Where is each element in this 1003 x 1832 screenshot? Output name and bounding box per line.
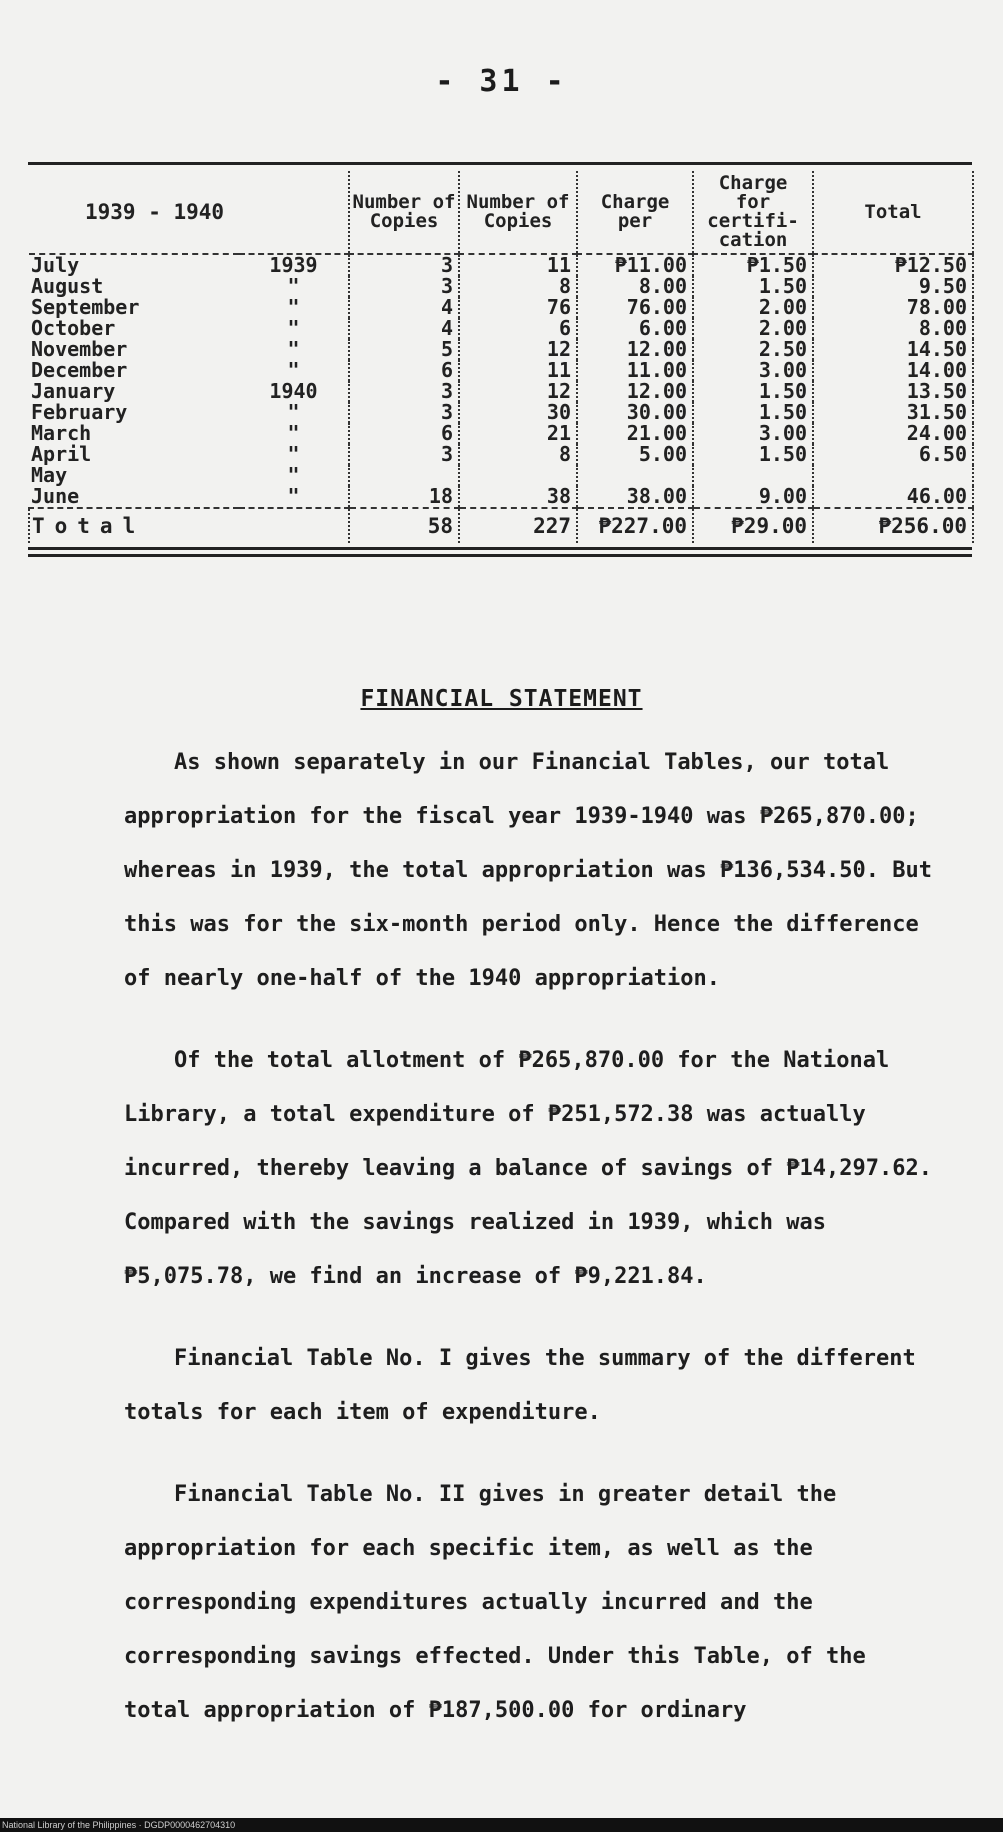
cell-month: December [31,358,128,382]
cell-charge: 11.00 [577,360,693,381]
cell-copies-a: 3 [349,254,459,276]
cell-total: 13.50 [813,381,973,402]
footer-credit: National Library of the Philippines · DGDP0000462704310 [0,1818,1003,1832]
cell-copies-a: 3 [349,444,459,465]
cell-total: 14.00 [813,360,973,381]
cell-copies-b: 21 [459,423,577,444]
header-total: Total [813,171,973,254]
cell-year: " [287,316,300,340]
cell-cert: 2.00 [693,318,813,339]
cell-year: " [287,463,300,487]
cell-year: 1940 [269,379,318,403]
table-row [29,381,973,402]
cell-copies-b: 76 [459,297,577,318]
cell-charge: 5.00 [577,444,693,465]
table-header-row [29,171,973,254]
cell-cert: 1.50 [693,276,813,297]
cell-cert: 3.00 [693,360,813,381]
table-row [29,254,973,276]
cell-month: June [31,484,80,508]
cell-year: " [287,295,300,319]
cell-charge: 12.00 [577,381,693,402]
cell-month: January [31,379,116,403]
cell-copies-b: 30 [459,402,577,423]
copies-table [28,162,972,557]
paragraph: Of the total allotment of ₱265,870.00 for the National Library, a total expenditure of ₱251,572.38 was actually incurred, thereby leaving a balance of savings of ₱14,297.62. Compared with the savings realized in 1939, which was ₱5,075.78, we find an increase of ₱9,221.84. [124,1048,932,1289]
cell-year: " [287,484,300,508]
cell-copies-a: 4 [349,297,459,318]
total-label: Total [29,508,349,543]
table-total-row [29,508,973,543]
cell-month: October [31,316,116,340]
paragraph: As shown separately in our Financial Tables, our total appropriation for the fiscal year 1939-1940 was ₱265,870.00; whereas in 1939, the total appropriation was ₱136,534.50. But this was for the six-month period only. Hence the difference of nearly one-half of the 1940 appropriation. [124,750,932,991]
cell-copies-b: 12 [459,381,577,402]
cell-cert [693,465,813,486]
table-row [29,276,973,297]
cell-copies-a: 18 [349,486,459,508]
cell-cert: 1.50 [693,381,813,402]
cell-charge: 30.00 [577,402,693,423]
cell-year: " [287,421,300,445]
cell-cert: 3.00 [693,423,813,444]
cell-copies-b: 6 [459,318,577,339]
cell-charge: 21.00 [577,423,693,444]
table-top-rule [28,162,972,165]
cell-copies-a: 6 [349,360,459,381]
cell-total [813,465,973,486]
page-number: - 31 - [435,64,568,99]
section-heading: FINANCIAL STATEMENT [360,686,643,712]
cell-total: 31.50 [813,402,973,423]
total-cert: ₱29.00 [693,508,813,543]
cell-charge: 8.00 [577,276,693,297]
cell-month: May [31,463,68,487]
cell-charge: ₱11.00 [577,254,693,276]
cell-copies-a: 4 [349,318,459,339]
total-charge: ₱227.00 [577,508,693,543]
cell-year: " [287,274,300,298]
statement-body [124,736,944,1766]
cell-copies-a: 3 [349,402,459,423]
cell-copies-b [459,465,577,486]
cell-charge: 76.00 [577,297,693,318]
table-row [29,486,973,508]
cell-year: " [287,400,300,424]
paragraph: Financial Table No. I gives the summary of the different totals for each item of expenditure. [124,1346,916,1425]
cell-copies-a: 6 [349,423,459,444]
cell-month: February [31,400,128,424]
cell-month: April [31,442,92,466]
cell-total: 24.00 [813,423,973,444]
cell-total: 8.00 [813,318,973,339]
paragraph: Financial Table No. II gives in greater detail the appropriation for each specific item, as well as the corresponding expenditures actually incurred and the corresponding savings effected. Under this Table, of the total appropriation of ₱187,500.00 for ordinary [124,1482,866,1723]
header-cert: Charge for certifi- cation [693,171,813,254]
cell-total: 9.50 [813,276,973,297]
cell-month: September [31,295,140,319]
header-charge: Charge per [577,171,693,254]
cell-cert: ₱1.50 [693,254,813,276]
table-row [29,444,973,465]
cell-cert: 1.50 [693,444,813,465]
cell-copies-b: 11 [459,360,577,381]
cell-year: " [287,358,300,382]
table-bottom-rule [28,547,972,557]
cell-copies-b: 11 [459,254,577,276]
cell-year: 1939 [269,253,318,277]
cell-charge [577,465,693,486]
total-copies-b: 227 [459,508,577,543]
table-row [29,423,973,444]
cell-copies-a [349,465,459,486]
cell-month: November [31,337,128,361]
header-copies-b: Number of Copies [459,171,577,254]
cell-cert: 9.00 [693,486,813,508]
cell-cert: 1.50 [693,402,813,423]
cell-year: " [287,337,300,361]
total-total: ₱256.00 [813,508,973,543]
table-row [29,318,973,339]
cell-month: July [31,253,80,277]
cell-cert: 2.00 [693,297,813,318]
cell-total: 46.00 [813,486,973,508]
table-row [29,339,973,360]
cell-charge: 6.00 [577,318,693,339]
cell-copies-a: 3 [349,381,459,402]
table-row [29,402,973,423]
cell-charge: 38.00 [577,486,693,508]
cell-total: ₱12.50 [813,254,973,276]
cell-copies-b: 8 [459,276,577,297]
cell-copies-a: 5 [349,339,459,360]
total-copies-a: 58 [349,508,459,543]
cell-cert: 2.50 [693,339,813,360]
cell-total: 6.50 [813,444,973,465]
certification-table [28,171,974,543]
cell-total: 14.50 [813,339,973,360]
table-row [29,297,973,318]
cell-month: March [31,421,92,445]
cell-year: " [287,442,300,466]
table-row [29,360,973,381]
cell-copies-b: 8 [459,444,577,465]
cell-month: August [31,274,104,298]
cell-copies-a: 3 [349,276,459,297]
cell-charge: 12.00 [577,339,693,360]
cell-copies-b: 12 [459,339,577,360]
table-row [29,465,973,486]
cell-total: 78.00 [813,297,973,318]
cell-copies-b: 38 [459,486,577,508]
header-copies-a: Number of Copies [349,171,459,254]
header-period: 1939 - 1940 [85,199,225,224]
